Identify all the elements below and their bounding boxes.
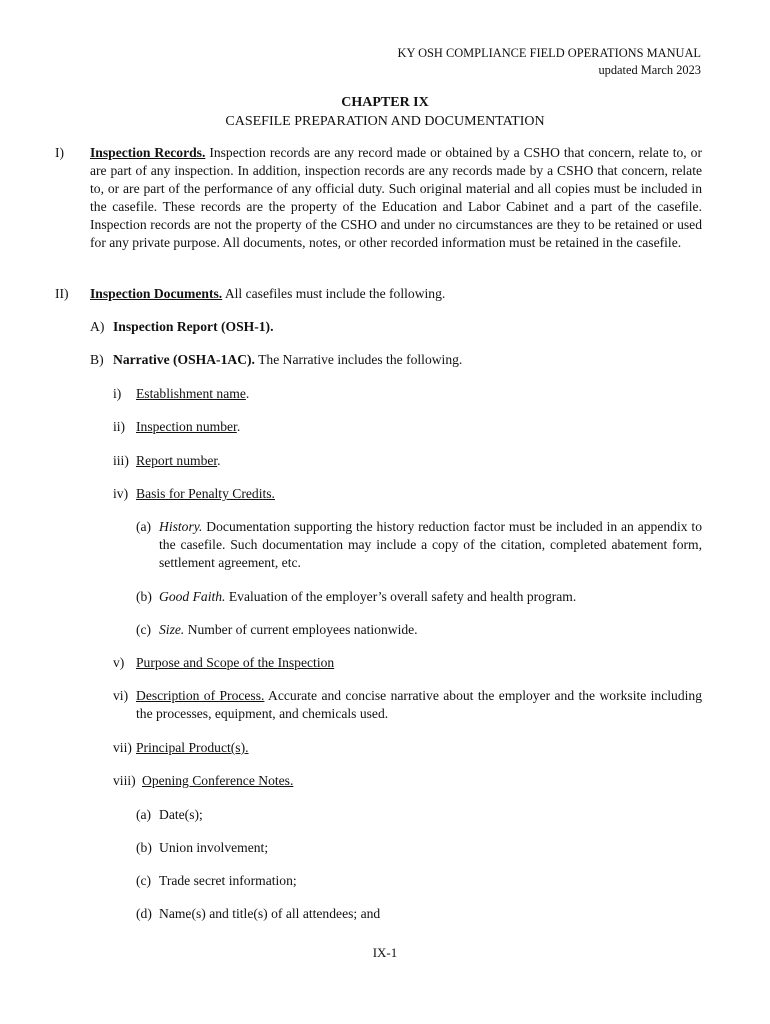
item-a-heading: Inspection Report (OSH-1). [113,319,274,334]
narrative-iv-item [136,485,702,503]
item-b-label: B) [90,352,104,367]
narrative-viii-item [142,772,702,790]
chapter-title: CASEFILE PREPARATION AND DOCUMENTATION [225,114,545,129]
narrative-iv-label: iv) [113,486,129,501]
narrative-iii-text: Report number [136,453,218,468]
narrative-ii-text: Inspection number [136,419,237,434]
narrative-vi-heading: Description of Process. [136,688,265,703]
penalty-credit-a-text: Documentation supporting the history reduction factor must be included in an appendix to the casefile. Such documentation may include a copy of the citation, completed abatement form, settlement agreement, etc. [159,519,702,570]
narrative-vii-label: vii) [113,740,132,755]
section-1-heading: Inspection Records. [90,145,206,160]
narrative-vii-text: Principal Product(s). [136,740,249,755]
section-1-label: I) [55,145,65,160]
section-2-text: All casefiles must include the following. [222,286,446,301]
item-b-paragraph [113,351,702,369]
opening-conference-b-label: (b) [136,840,152,855]
narrative-vii-item [136,739,702,757]
narrative-iii-label: iii) [113,453,129,468]
penalty-credit-c-text: Number of current employees nationwide. [184,622,418,637]
narrative-iv-text: Basis for Penalty Credits. [136,486,275,501]
item-a-paragraph [113,318,702,336]
opening-conference-c-text: Trade secret information; [159,873,297,888]
item-a-label: A) [90,319,105,334]
opening-conference-a-label: (a) [136,807,152,822]
penalty-credit-a-paragraph [159,518,702,572]
header-update-date: updated March 2023 [598,63,701,77]
opening-conference-c-label: (c) [136,873,152,888]
item-b-text: The Narrative includes the following. [254,352,463,367]
narrative-i-period: . [245,386,250,401]
narrative-ii-label: ii) [113,419,126,434]
opening-conference-a-text: Date(s); [159,807,203,822]
narrative-i-text: Establishment name [136,386,246,401]
section-1-text: Inspection records are any record made or obtained by a CSHO that concern, relate to, or are part of any inspection. In addition, inspection records are any records made by a CSHO that concern, relate to, or are part of the performance of any official duty. Such original material and all copies must be included in the casefile. These records are the property of the Education and Labor Cabinet and a part of the casefile. Inspection records are not the property of the CSHO and under no circumstances are they to be retained or used for any private purpose. All documents, notes, or other recorded information must be retained in the casefile. [90,145,702,250]
penalty-credit-a-term: History. [159,519,203,534]
narrative-v-label: v) [113,655,125,670]
narrative-v-item [136,654,702,672]
narrative-viii-label: viii) [113,773,136,788]
narrative-vi-paragraph [136,687,702,723]
narrative-viii-text: Opening Conference Notes. [142,773,294,788]
section-2-paragraph [90,285,702,303]
narrative-vi-label: vi) [113,688,129,703]
narrative-i-item [136,385,702,403]
penalty-credit-b-label: (b) [136,589,152,604]
penalty-credit-b-paragraph [159,588,702,606]
section-2-heading: Inspection Documents. [90,286,223,301]
narrative-iii-period: . [217,453,221,468]
page-number: IX-1 [372,945,398,960]
penalty-credit-c-paragraph [159,621,702,639]
narrative-i-label: i) [113,386,122,401]
opening-conference-d-label: (d) [136,906,152,921]
penalty-credit-b-term: Good Faith. [159,589,226,604]
penalty-credit-c-label: (c) [136,622,152,637]
opening-conference-d-text: Name(s) and title(s) of all attendees; and [159,906,381,921]
item-b-heading: Narrative (OSHA-1AC). [113,352,255,367]
narrative-iii-item [136,452,702,470]
penalty-credit-c-term: Size. [159,622,185,637]
narrative-v-text: Purpose and Scope of the Inspection [136,655,335,670]
penalty-credit-b-text: Evaluation of the employer’s overall safety and health program. [225,589,577,604]
header-manual-title: KY OSH COMPLIANCE FIELD OPERATIONS MANUAL [397,46,701,60]
chapter-number: CHAPTER IX [341,95,429,110]
section-1-paragraph [90,144,702,252]
narrative-ii-period: . [236,419,241,434]
penalty-credit-a-label: (a) [136,519,152,534]
narrative-ii-item [136,418,702,436]
narrative-vi-text: Accurate and concise narrative about the employer and the worksite including the processes, equipment, and chemicals used. [136,688,702,721]
opening-conference-b-text: Union involvement; [159,840,269,855]
running-header [398,45,701,79]
section-2-label: II) [55,286,69,301]
